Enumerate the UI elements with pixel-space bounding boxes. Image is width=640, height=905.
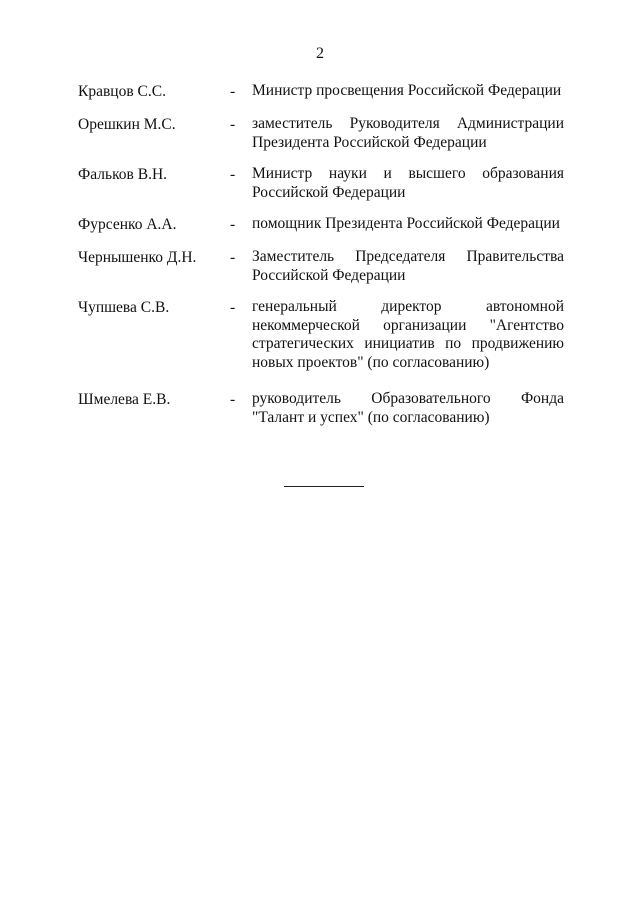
list-item: [0, 82, 640, 115]
member-position: Заместитель Председателя Правительства Российской Федерации: [252, 248, 564, 284]
member-name: Фальков В.Н.: [78, 166, 168, 183]
member-name: Чупшева С.В.: [78, 299, 170, 316]
member-name: Чернышенко Д.Н.: [78, 249, 197, 266]
dash-separator: -: [230, 299, 236, 316]
list-item: [0, 165, 640, 215]
dash-separator: -: [230, 83, 236, 100]
list-item: [0, 115, 640, 165]
member-position: руководитель Образовательного Фонда "Талант и успех" (по согласованию): [252, 390, 564, 426]
list-item: [0, 390, 640, 430]
member-position: Министр науки и высшего образования Российской Федерации: [252, 165, 564, 201]
list-item: [0, 248, 640, 298]
list-item: [0, 298, 640, 390]
list-item: [0, 215, 640, 248]
member-name: Кравцов С.С.: [78, 83, 166, 100]
dash-separator: -: [230, 166, 236, 183]
members-list: [0, 82, 640, 430]
member-position: генеральный директор автономной некоммерческой организации "Агентство стратегических инициатив по продвижению новых проектов" (по согласованию): [252, 298, 564, 371]
member-name: Шмелева Е.В.: [78, 391, 171, 408]
member-position: помощник Президента Российской Федерации: [252, 215, 560, 232]
dash-separator: -: [230, 216, 236, 233]
page-number: 2: [316, 45, 324, 62]
member-name: Орешкин М.С.: [78, 116, 176, 133]
dash-separator: -: [230, 116, 236, 133]
member-position: заместитель Руководителя Администрации Президента Российской Федерации: [252, 115, 564, 151]
member-name: Фурсенко А.А.: [78, 216, 177, 233]
dash-separator: -: [230, 391, 236, 408]
dash-separator: -: [230, 249, 236, 266]
end-separator-line: [284, 486, 364, 487]
member-position: Министр просвещения Российской Федерации: [252, 82, 562, 99]
